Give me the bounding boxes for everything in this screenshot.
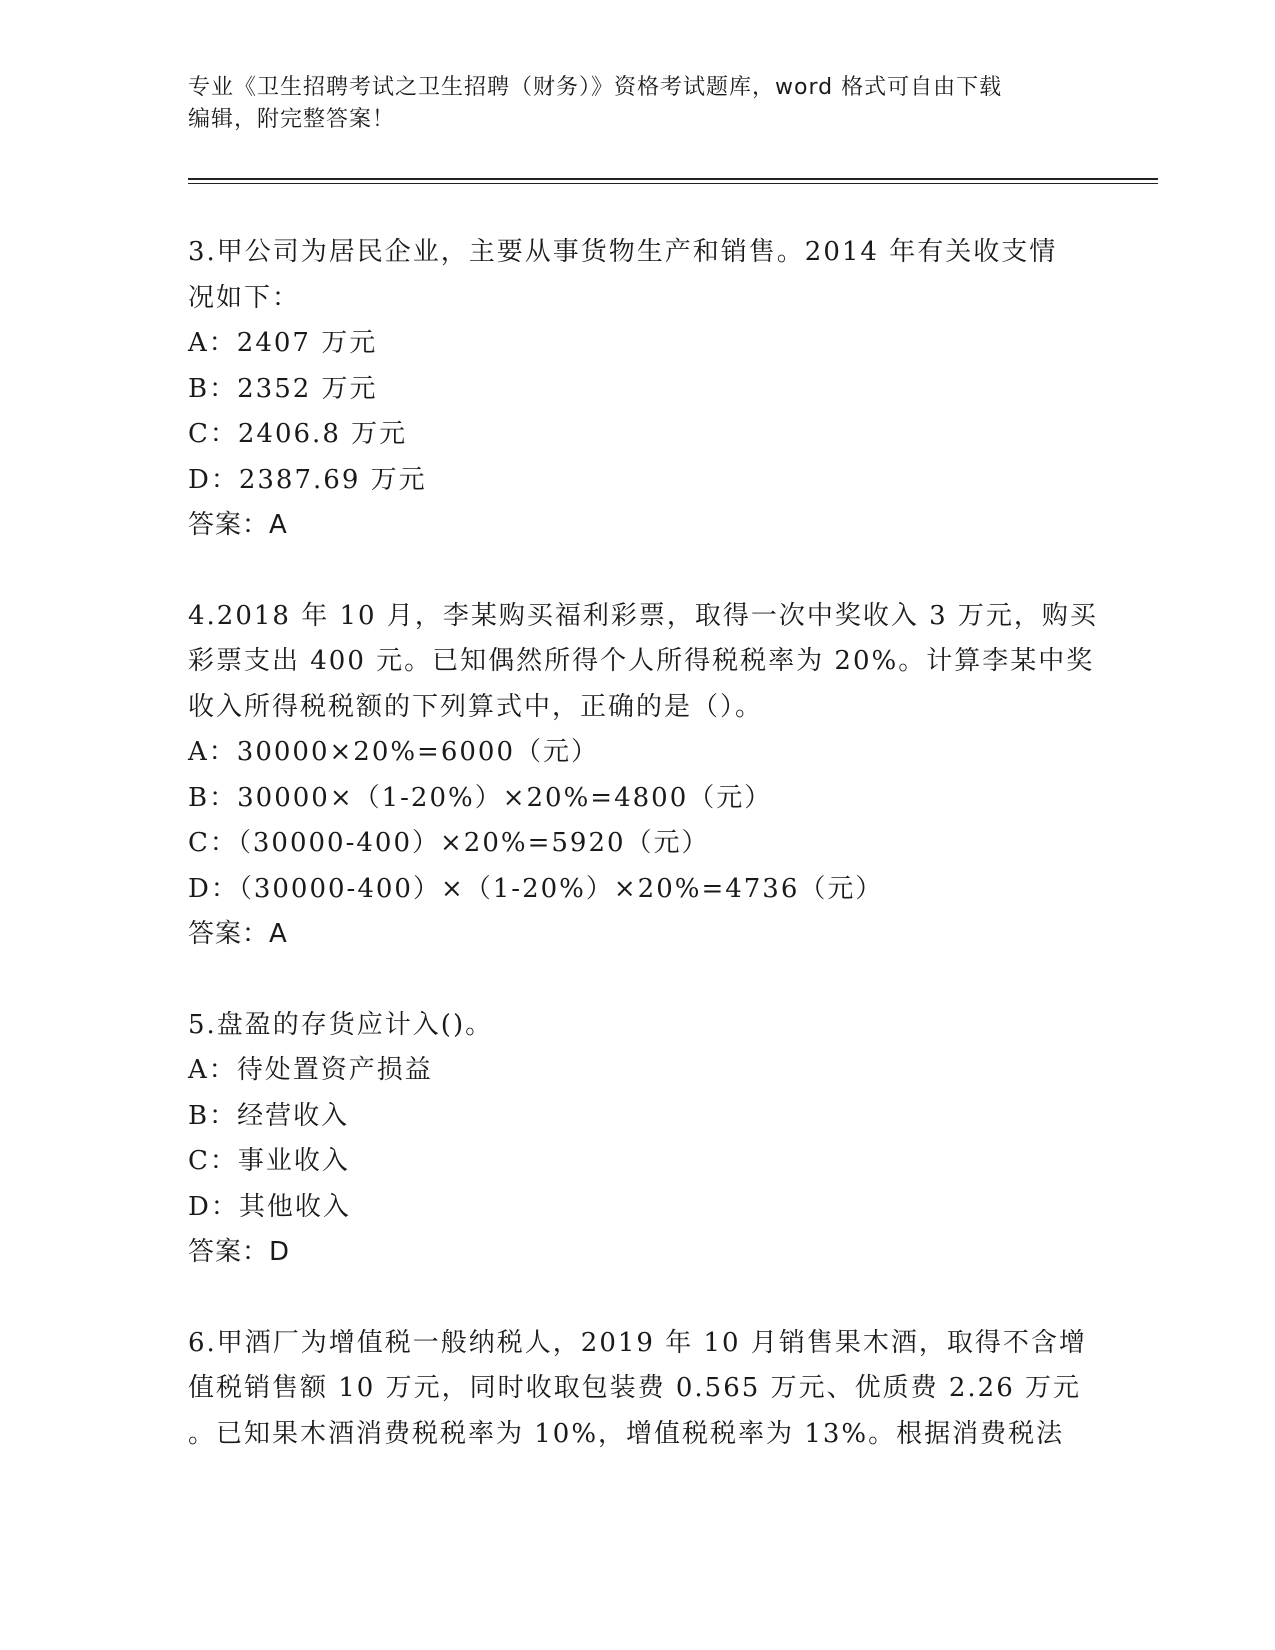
header-rule-thin xyxy=(188,183,1158,184)
question-text: 况如下： xyxy=(188,282,301,313)
header-rule-thick xyxy=(188,178,1158,180)
question-text: 3.甲公司为居民企业，主要从事货物生产和销售。2014 年有关收支情 xyxy=(188,237,1058,267)
question-text: 6.甲酒厂为增值税一般纳税人，2019 年 10 月销售果木酒，取得不含增 xyxy=(188,1327,1087,1358)
option-d: D：（30000-400）×（1-20%）×20%=4736（元） xyxy=(188,873,884,904)
option-a: A：待处置资产损益 xyxy=(188,1055,433,1085)
option-d: D：2387.69 万元 xyxy=(188,464,427,495)
answer: 答案：A xyxy=(188,919,288,949)
header-line-1: 专业《卫生招聘考试之卫生招聘（财务）》资格考试题库，word 格式可自由下载 xyxy=(188,75,1003,100)
answer: 答案：D xyxy=(188,1237,291,1267)
question-list xyxy=(188,230,1098,1502)
option-b: B：2352 万元 xyxy=(188,373,378,404)
question-text: 5.盘盈的存货应计入()。 xyxy=(188,1009,494,1040)
question-text: 收入所得税税额的下列算式中，正确的是（）。 xyxy=(188,691,764,722)
option-a: A：2407 万元 xyxy=(188,328,378,358)
option-c: C：事业收入 xyxy=(188,1146,350,1176)
question-3 xyxy=(188,230,1088,549)
option-b: B：经营收入 xyxy=(188,1100,350,1131)
question-5 xyxy=(188,1003,1088,1276)
option-d: D：其他收入 xyxy=(188,1191,351,1222)
document-header xyxy=(188,72,1088,136)
question-text: 彩票支出 400 元。已知偶然所得个人所得税税率为 20%。计算李某中奖 xyxy=(188,646,1095,676)
option-b: B：30000×（1-20%）×20%=4800（元） xyxy=(188,782,773,813)
option-c: C：2406.8 万元 xyxy=(188,419,408,449)
answer: 答案：A xyxy=(188,510,288,540)
question-text: 。已知果木酒消费税税率为 10%，增值税税率为 13%。根据消费税法 xyxy=(188,1418,1065,1449)
header-line-2: 编辑，附完整答案！ xyxy=(188,107,396,132)
option-c: C：（30000-400）×20%=5920（元） xyxy=(188,828,710,858)
question-text: 值税销售额 10 万元，同时收取包装费 0.565 万元、优质费 2.26 万元 xyxy=(188,1373,1081,1403)
question-4 xyxy=(188,594,1098,958)
question-text: 4.2018 年 10 月，李某购买福利彩票，取得一次中奖收入 3 万元，购买 xyxy=(188,600,1098,631)
option-a: A：30000×20%=6000（元） xyxy=(188,737,600,767)
question-6 xyxy=(188,1321,1088,1458)
